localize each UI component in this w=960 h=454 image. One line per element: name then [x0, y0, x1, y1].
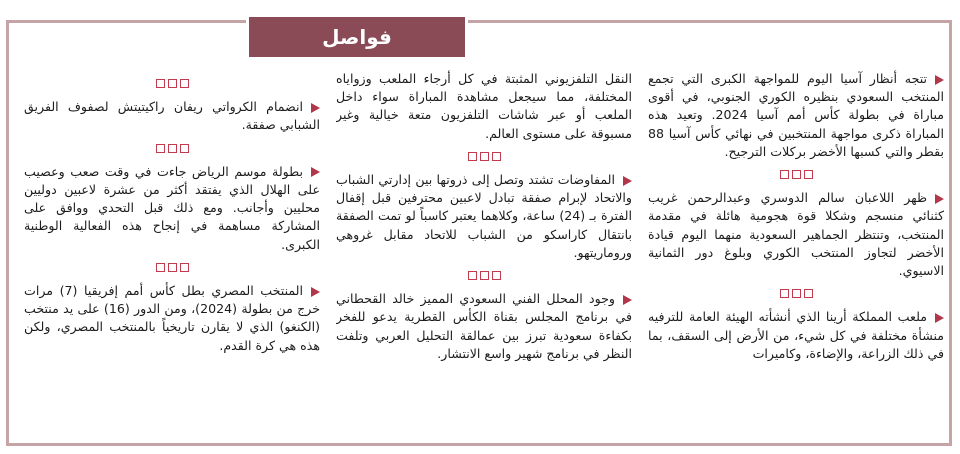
square-icon — [468, 152, 477, 161]
square-icon — [156, 79, 165, 88]
square-icon — [780, 289, 789, 298]
news-item — [24, 163, 320, 254]
separator — [648, 285, 944, 303]
square-icon — [180, 263, 189, 272]
news-item-text: انضمام الكرواتي ريفان راكيتيتش لصفوف الفريق الشبابي صفقة. — [24, 99, 320, 133]
news-item — [336, 171, 632, 262]
separator — [648, 166, 944, 184]
square-icon — [468, 271, 477, 280]
news-item — [648, 70, 944, 161]
text-columns — [24, 70, 944, 440]
square-icon — [480, 152, 489, 161]
triangle-bullet-icon — [311, 287, 320, 297]
square-icon — [780, 170, 789, 179]
triangle-bullet-icon — [935, 313, 944, 323]
square-icon — [168, 144, 177, 153]
section-title: فواصل — [322, 25, 392, 49]
square-icon — [804, 289, 813, 298]
news-item-text: ظهر اللاعبان سالم الدوسري وعبدالرحمن غريب كثنائي منسجم وشكلا قوة هجومية هائلة في مقدمة المنتخب، وتنتظر الجماهير السعودية منهما اليوم قيادة الأخضر لتجاوز المنتخب الكوري وبلوغ دور الثمانية الاسيوي. — [648, 190, 944, 279]
triangle-bullet-icon — [935, 194, 944, 204]
news-item-text: وجود المحلل الفني السعودي المميز خالد القحطاني في برنامج المجلس بقناة الكأس القطرية يدعو للفخر بكفاءة سعودية تبرز بين عمالقة التحليل العربي وتلفت النظر في برنامج شهير واسع الانتشار. — [336, 291, 632, 361]
separator — [336, 267, 632, 285]
square-icon — [492, 152, 501, 161]
news-item-text: ملعب المملكة أرينا الذي أنشأته الهيئة العامة للترفيه منشأة مختلفة في كل شيء، من الأرض إلى السقف، بما في ذلك الزراعة، والإضاءة، وكاميرات — [648, 309, 944, 361]
separator — [24, 75, 320, 93]
square-icon — [168, 79, 177, 88]
news-item-continued — [336, 70, 632, 143]
separator — [24, 259, 320, 277]
news-item — [336, 290, 632, 363]
news-item-text: المفاوضات تشتد وتصل إلى ذروتها بين إدارتي الشباب والاتحاد لإبرام صفقة تبادل لاعبين محترفين قبل إقفال الفترة بـ (24) ساعة، وكلاهما يعتبر كاسباً لو تمت الصفقة بانتقال كاراسكو من الشباب للاتحاد مقابل غروهي وروماريتهو. — [336, 172, 632, 260]
news-item-text: المنتخب المصري بطل كأس أمم إفريقيا (7) مرات خرج من بطولة (2024)، ومن الدور (16) على يد منتخب (الكنغو) الذي لا يقارن تاريخياً بالمنتخب المصري، ولكن هذه هي كرة القدم. — [24, 283, 320, 353]
square-icon — [480, 271, 489, 280]
triangle-bullet-icon — [935, 75, 944, 85]
square-icon — [180, 79, 189, 88]
column-right — [648, 70, 944, 440]
square-icon — [156, 263, 165, 272]
triangle-bullet-icon — [311, 103, 320, 113]
triangle-bullet-icon — [623, 295, 632, 305]
square-icon — [792, 170, 801, 179]
square-icon — [792, 289, 801, 298]
square-icon — [180, 144, 189, 153]
section-title-banner — [249, 17, 465, 57]
square-icon — [804, 170, 813, 179]
square-icon — [156, 144, 165, 153]
separator — [24, 140, 320, 158]
column-left — [24, 70, 320, 440]
news-item-text: النقل التلفزيوني المثبتة في كل أرجاء الملعب وزواياه المختلفة، مما سيجعل مشاهدة المباراة سواء داخل الملعب أو عبر شاشات التلفزيون متعة خيالية وغير مسبوقة على مستوى العالم. — [336, 71, 632, 141]
news-item — [24, 98, 320, 134]
triangle-bullet-icon — [623, 176, 632, 186]
triangle-bullet-icon — [311, 167, 320, 177]
news-item — [648, 189, 944, 280]
news-item — [648, 308, 944, 363]
news-item-text: تتجه أنظار آسيا اليوم للمواجهة الكبرى التي تجمع المنتخب السعودي بنظيره الكوري الجنوبي، في أقوى مباراة في بطولة كأس أمم آسيا 2024. وتعيد هذه المباراة ذكرى مواجهة المنتخبين في نهائي كأس آسيا 88 بقطر والتي كسبها الأخضر بركلات الترجيح. — [648, 71, 944, 159]
news-item-text: بطولة موسم الرياض جاءت في وقت صعب وعصيب على الهلال الذي يفتقد أكثر من عشرة لاعبين دوليين محليين وأجانب. ومع ذلك قبل التحدي ووافق على المشاركة مساهمة في إنجاح هذه الفعالية الوطنية الكبرى. — [24, 163, 320, 252]
square-icon — [492, 271, 501, 280]
column-middle — [336, 70, 632, 440]
news-item — [24, 282, 320, 355]
square-icon — [168, 263, 177, 272]
separator — [336, 148, 632, 166]
